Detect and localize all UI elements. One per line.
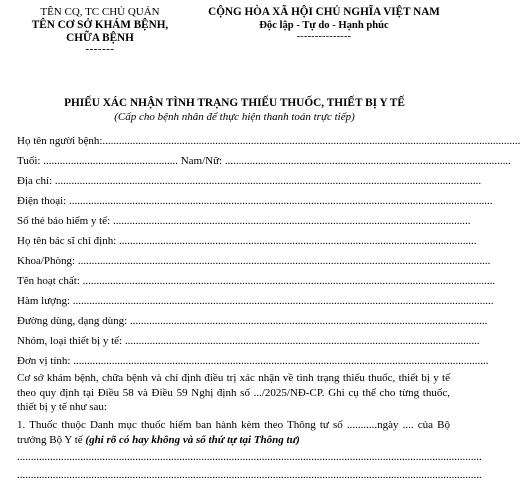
- department-label: Khoa/Phòng:: [17, 255, 76, 267]
- patient-name-field: Họ tên người bệnh:........................................................................................................................................................: [17, 135, 520, 147]
- address-field: Địa chỉ: ...........................................................................................................................................................: [17, 175, 482, 187]
- item-1-text: 1. Thuốc thuộc Danh mục thuốc hiếm ban hành kèm theo Thông tư số ...........ngày .... của Bộ trưởng Bộ Y tế: [17, 419, 450, 446]
- content-field: Hàm lượng: .........................................................................................................................................................: [17, 295, 494, 307]
- facility-name-line1: TÊN CƠ SỞ KHÁM BỆNH,: [31, 19, 169, 31]
- device-group-field: Nhóm, loại thiết bị y tế: .................................................................................................................................: [17, 335, 480, 347]
- age-label: Tuổi:: [17, 155, 41, 167]
- doctor-name-label: Họ tên bác sĩ chỉ định:: [17, 235, 117, 247]
- content-label: Hàm lượng:: [17, 295, 71, 307]
- phone-field: Điện thoại: ..........................................................................................................................................................: [17, 195, 493, 207]
- national-header: [194, 6, 454, 41]
- address-label: Địa chỉ:: [17, 175, 53, 187]
- doctor-name-field: Họ tên bác sĩ chỉ định: ..................................................................................................................................: [17, 235, 477, 247]
- blank-line-2: .........................................................................................................................................................................: [17, 469, 482, 481]
- confirmation-text: Cơ sở khám bệnh, chữa bệnh và chỉ định điều trị xác nhận về tình trạng thiếu thuốc, thiết bị y tế theo quy định tại Điều 58 và Điều 59 Nghị định số .../2025/NĐ-CP. Ghi cụ thể cho từng thuốc, thiết bị y tế như sau:: [17, 372, 450, 413]
- country-name: CỘNG HÒA XÃ HỘI CHỦ NGHĨA VIỆT NAM: [208, 6, 440, 18]
- gender-label: Nam/Nữ:: [180, 155, 223, 167]
- right-separator: ---------------: [296, 31, 352, 42]
- device-group-label: Nhóm, loại thiết bị y tế:: [17, 335, 123, 347]
- item-1: [17, 418, 450, 447]
- age-gender-field: Tuổi: ................................................. Nam/Nữ: ........................................................................................................: [17, 155, 511, 167]
- item-1-note: (ghi rõ có hay không và số thứ tự tại Thông tư): [85, 433, 300, 446]
- left-separator: -------: [85, 43, 115, 55]
- insurance-number-label: Số thẻ bảo hiểm y tế:: [17, 215, 111, 227]
- patient-name-label: Họ tên người bệnh:: [17, 135, 103, 147]
- unit-field: Đơn vị tính: .......................................................................................................................................................: [17, 355, 489, 367]
- form-title: PHIẾU XÁC NHẬN TÌNH TRẠNG THIẾU THUỐC, THIẾT BỊ Y TẾ: [64, 97, 405, 109]
- issuing-agency-header: [0, 6, 200, 54]
- facility-name-line2: CHỮA BỆNH: [66, 32, 134, 44]
- unit-label: Đơn vị tính:: [17, 355, 71, 367]
- active-ingredient-field: Tên hoạt chất: ......................................................................................................................................................: [17, 275, 496, 287]
- department-field: Khoa/Phòng: ......................................................................................................................................................: [17, 255, 491, 267]
- route-form-label: Đường dùng, dạng dùng:: [17, 315, 128, 327]
- phone-label: Điện thoại:: [17, 195, 67, 207]
- form-subtitle: (Cấp cho bệnh nhân để thực hiện thanh toán trực tiếp): [114, 111, 355, 123]
- insurance-number-field: Số thẻ bảo hiểm y tế: ..................................................................................................................................: [17, 215, 471, 227]
- route-form-field: Đường dùng, dạng dùng: ..................................................................................................................................: [17, 315, 488, 327]
- active-ingredient-label: Tên hoạt chất:: [17, 275, 80, 287]
- national-motto: Độc lập - Tự do - Hạnh phúc: [259, 20, 389, 31]
- confirmation-paragraph: [17, 371, 450, 415]
- parent-agency: TÊN CQ, TC CHỦ QUẢN: [40, 6, 160, 18]
- blank-line-1: .........................................................................................................................................................................: [17, 451, 482, 463]
